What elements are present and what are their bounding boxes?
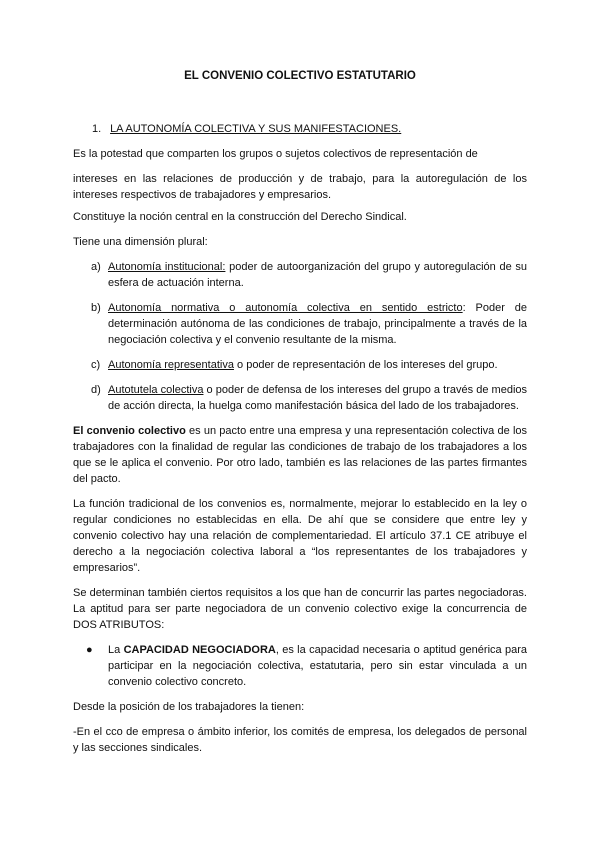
paragraph-convenio: [73, 423, 527, 487]
paragraph-requirements: Se determinan también ciertos requisitos a los que han de concurrir las partes negociadoras. La aptitud para ser parte negociadora de un convenio colectivo exige la concurrencia de DOS ATRIBUTOS:: [73, 587, 527, 631]
document-title: EL CONVENIO COLECTIVO ESTATUTARIO: [184, 70, 416, 82]
list-item-d: [91, 382, 528, 414]
list-text: o poder de defensa de los intereses del grupo a través de medios de acción directa, la huelga como manifestación básica del lado de los trabajadores.: [108, 384, 528, 412]
bullet-text: , es la capacidad necesaria o aptitud genérica para participar en la negociación colectiva, estatutaria, pero sin estar vinculada a un convenio colectivo concreto.: [108, 644, 527, 688]
section-heading: [92, 123, 527, 135]
paragraph-central-notion: Constituye la noción central en la construcción del Derecho Sindical.: [73, 211, 407, 223]
list-item-b: [91, 300, 527, 348]
list-text: poder de autoorganización del grupo y autoregulación de su esfera de actuación interna.: [108, 261, 527, 289]
bullet-capacity: [86, 642, 527, 690]
list-text: o poder de representación de los intereses del grupo.: [233, 359, 498, 371]
paragraph-workers-position: Desde la posición de los trabajadores la tienen:: [73, 701, 305, 713]
convenio-text: es un pacto entre una empresa y una representación colectiva de los trabajadores con la finalidad de regular las condiciones de trabajo de los trabajadores a los que se le aplica el convenio. Por otro lado, también es las relaciones de las partes firmantes del pacto.: [73, 425, 528, 485]
paragraph-company-level: -En el cco de empresa o ámbito inferior, los comités de empresa, los delegados de personal y las secciones sindicales.: [73, 726, 527, 754]
list-label: a): [91, 261, 101, 273]
convenio-term: El convenio colectivo: [73, 425, 186, 437]
list-term: Autonomía representativa: [108, 359, 234, 371]
list-label: b): [91, 302, 101, 314]
list-label: c): [91, 359, 101, 371]
list-item-c: [91, 357, 527, 373]
bullet-term: CAPACIDAD NEGOCIADORA: [123, 644, 276, 656]
paragraph-function: La función tradicional de los convenios es, normalmente, mejorar lo establecido en la ley o regular condiciones no establecidas en ella. De ahí que se considere que entre ley y convenio colectivo hay una relación de complementariedad. El artículo 37.1 CE atribuye el derecho a la negociación colectiva laboral a “los representantes de los trabajadores y empresarios”.: [73, 498, 527, 574]
list-label: d): [91, 384, 101, 396]
list-term: Autonomía institucional:: [108, 261, 226, 273]
list-text: : Poder de determinación autónoma de las condiciones de trabajo, principalmente a través de la negociación colectiva y el convenio resultante de la misma.: [108, 302, 527, 346]
list-term: Autonomía normativa o autonomía colectiva en sentido estricto: [108, 302, 463, 314]
bullet-icon: ●: [86, 644, 93, 656]
list-item-a: [91, 259, 527, 291]
paragraph-definition-cont: intereses en las relaciones de producción y de trabajo, para la autoregulación de los intereses respectivos de trabajadores y empresarios.: [73, 173, 527, 201]
section-number: 1.: [92, 123, 102, 135]
section-title: LA AUTONOMÍA COLECTIVA Y SUS MANIFESTACIONES.: [110, 123, 402, 135]
paragraph-definition: Es la potestad que comparten los grupos o sujetos colectivos de representación de: [73, 148, 478, 160]
list-term: Autotutela colectiva: [108, 384, 204, 396]
bullet-prefix: La: [108, 644, 124, 656]
paragraph-plural-dimension: Tiene una dimensión plural:: [73, 236, 208, 248]
